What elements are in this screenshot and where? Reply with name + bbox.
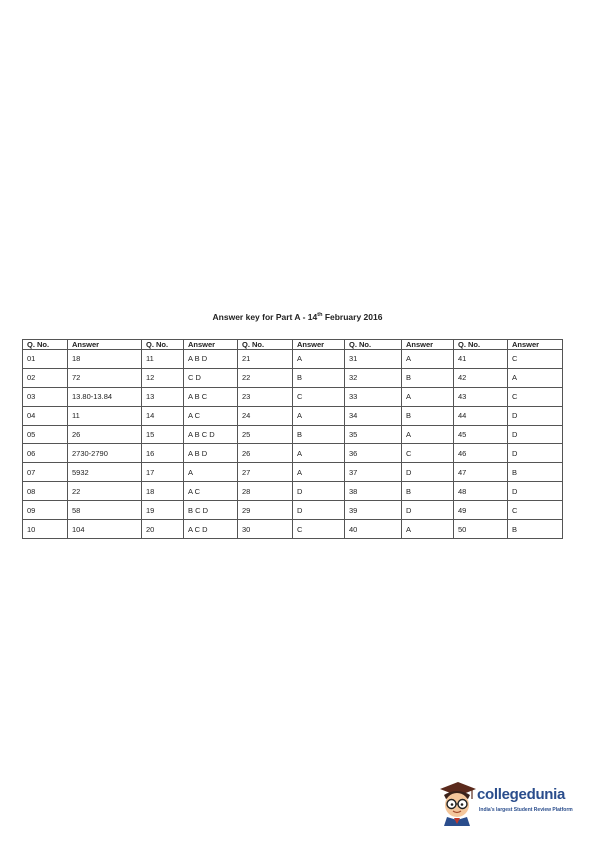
question-number-cell: 01 [23, 350, 68, 369]
question-number-cell: 32 [345, 368, 402, 387]
question-number-cell: 23 [238, 387, 293, 406]
answer-cell: 11 [68, 406, 142, 425]
table-header [23, 340, 563, 350]
mascot-icon [437, 780, 477, 826]
table-row [23, 482, 563, 501]
answer-cell: B [402, 482, 454, 501]
header-answer: Answer [68, 340, 142, 350]
answer-cell: A B C D [184, 425, 238, 444]
header-answer: Answer [293, 340, 345, 350]
question-number-cell: 42 [454, 368, 508, 387]
table-row [23, 425, 563, 444]
question-number-cell: 49 [454, 501, 508, 520]
answer-cell: C [508, 350, 563, 369]
question-number-cell: 06 [23, 444, 68, 463]
question-number-cell: 47 [454, 463, 508, 482]
answer-cell: D [508, 482, 563, 501]
answer-cell: 13.80-13.84 [68, 387, 142, 406]
question-number-cell: 30 [238, 520, 293, 539]
answer-cell: D [508, 406, 563, 425]
answer-cell: C [293, 520, 345, 539]
answer-cell: D [402, 463, 454, 482]
question-number-cell: 16 [142, 444, 184, 463]
answer-cell: 22 [68, 482, 142, 501]
question-number-cell: 46 [454, 444, 508, 463]
title-prefix: Answer key for Part A - 14 [212, 312, 318, 322]
question-number-cell: 22 [238, 368, 293, 387]
question-number-cell: 26 [238, 444, 293, 463]
question-number-cell: 09 [23, 501, 68, 520]
header-q-no: Q. No. [454, 340, 508, 350]
question-number-cell: 45 [454, 425, 508, 444]
answer-cell: B [402, 368, 454, 387]
answer-cell: A [293, 444, 345, 463]
header-answer: Answer [508, 340, 563, 350]
question-number-cell: 39 [345, 501, 402, 520]
answer-cell: D [293, 482, 345, 501]
answer-cell: A [293, 463, 345, 482]
header-q-no: Q. No. [238, 340, 293, 350]
table-row [23, 387, 563, 406]
question-number-cell: 28 [238, 482, 293, 501]
question-number-cell: 19 [142, 501, 184, 520]
header-q-no: Q. No. [142, 340, 184, 350]
question-number-cell: 31 [345, 350, 402, 369]
answer-key-table [22, 339, 563, 539]
question-number-cell: 29 [238, 501, 293, 520]
table-row [23, 350, 563, 369]
question-number-cell: 10 [23, 520, 68, 539]
answer-cell: 26 [68, 425, 142, 444]
question-number-cell: 41 [454, 350, 508, 369]
answer-cell: A [508, 368, 563, 387]
question-number-cell: 35 [345, 425, 402, 444]
question-number-cell: 25 [238, 425, 293, 444]
answer-cell: A [293, 350, 345, 369]
question-number-cell: 13 [142, 387, 184, 406]
question-number-cell: 17 [142, 463, 184, 482]
header-answer: Answer [402, 340, 454, 350]
table-row [23, 520, 563, 539]
table-row [23, 501, 563, 520]
question-number-cell: 12 [142, 368, 184, 387]
question-number-cell: 15 [142, 425, 184, 444]
answer-cell: B [402, 406, 454, 425]
answer-cell: C [293, 387, 345, 406]
header-answer: Answer [184, 340, 238, 350]
answer-cell: A [293, 406, 345, 425]
answer-cell: A [184, 463, 238, 482]
answer-cell: A [402, 425, 454, 444]
header-row [23, 340, 563, 350]
header-q-no: Q. No. [345, 340, 402, 350]
answer-cell: A B D [184, 350, 238, 369]
answer-cell: 104 [68, 520, 142, 539]
answer-cell: A C [184, 482, 238, 501]
document-title [0, 312, 595, 322]
question-number-cell: 38 [345, 482, 402, 501]
answer-cell: C [508, 501, 563, 520]
answer-cell: A C D [184, 520, 238, 539]
title-suffix: February 2016 [322, 312, 383, 322]
question-number-cell: 33 [345, 387, 402, 406]
answer-cell: 5932 [68, 463, 142, 482]
answer-cell: B [508, 520, 563, 539]
answer-cell: A [402, 520, 454, 539]
question-number-cell: 05 [23, 425, 68, 444]
question-number-cell: 18 [142, 482, 184, 501]
title-superscript: th [317, 312, 323, 319]
answer-cell: 72 [68, 368, 142, 387]
question-number-cell: 24 [238, 406, 293, 425]
question-number-cell: 27 [238, 463, 293, 482]
answer-cell: D [293, 501, 345, 520]
question-number-cell: 08 [23, 482, 68, 501]
answer-cell: B [293, 368, 345, 387]
logo-tagline: India's largest Student Review Platform [479, 807, 573, 813]
table-row [23, 406, 563, 425]
table-row [23, 368, 563, 387]
answer-cell: C [508, 387, 563, 406]
table-row [23, 444, 563, 463]
answer-cell: D [508, 444, 563, 463]
answer-cell: B [508, 463, 563, 482]
answer-cell: A C [184, 406, 238, 425]
question-number-cell: 36 [345, 444, 402, 463]
logo-wordmark: collegedunia [477, 786, 566, 803]
question-number-cell: 40 [345, 520, 402, 539]
answer-cell: D [508, 425, 563, 444]
question-number-cell: 04 [23, 406, 68, 425]
answer-cell: 58 [68, 501, 142, 520]
question-number-cell: 21 [238, 350, 293, 369]
answer-cell: B C D [184, 501, 238, 520]
answer-cell: A [402, 350, 454, 369]
question-number-cell: 07 [23, 463, 68, 482]
question-number-cell: 03 [23, 387, 68, 406]
answer-cell: C D [184, 368, 238, 387]
question-number-cell: 14 [142, 406, 184, 425]
header-q-no: Q. No. [23, 340, 68, 350]
answer-cell: 18 [68, 350, 142, 369]
question-number-cell: 44 [454, 406, 508, 425]
answer-cell: A [402, 387, 454, 406]
question-number-cell: 11 [142, 350, 184, 369]
table-row [23, 463, 563, 482]
question-number-cell: 50 [454, 520, 508, 539]
question-number-cell: 48 [454, 482, 508, 501]
question-number-cell: 02 [23, 368, 68, 387]
question-number-cell: 37 [345, 463, 402, 482]
table-body [23, 350, 563, 539]
question-number-cell: 43 [454, 387, 508, 406]
answer-cell: 2730-2790 [68, 444, 142, 463]
collegedunia-logo [437, 780, 587, 830]
answer-cell: A B C [184, 387, 238, 406]
answer-cell: C [402, 444, 454, 463]
question-number-cell: 34 [345, 406, 402, 425]
answer-cell: D [402, 501, 454, 520]
answer-cell: B [293, 425, 345, 444]
answer-cell: A B D [184, 444, 238, 463]
question-number-cell: 20 [142, 520, 184, 539]
